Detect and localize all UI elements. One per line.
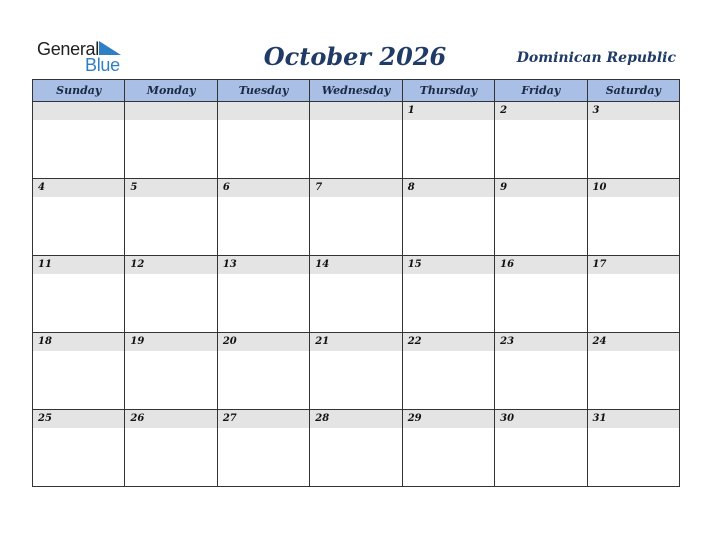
calendar-day-cell bbox=[217, 410, 309, 487]
logo-text-general: General bbox=[37, 39, 99, 59]
calendar-grid bbox=[32, 79, 680, 487]
calendar-week-row bbox=[33, 179, 680, 256]
calendar-day-cell bbox=[495, 256, 587, 333]
day-number: 28 bbox=[315, 413, 330, 424]
day-number: 9 bbox=[500, 182, 508, 193]
day-number: 24 bbox=[592, 336, 607, 347]
day-number: 27 bbox=[222, 413, 237, 424]
day-number-strip bbox=[218, 179, 309, 197]
day-number-strip bbox=[495, 333, 586, 351]
calendar-day-cell bbox=[495, 333, 587, 410]
calendar-week-row bbox=[33, 333, 680, 410]
weekday-sunday: Sunday bbox=[33, 80, 125, 102]
calendar-day-cell bbox=[217, 102, 309, 179]
calendar-day-cell bbox=[402, 102, 494, 179]
day-number: 31 bbox=[592, 413, 607, 424]
day-number: 20 bbox=[222, 336, 237, 347]
day-number: 19 bbox=[130, 336, 145, 347]
calendar-day-cell bbox=[402, 333, 494, 410]
day-number: 4 bbox=[38, 182, 45, 193]
day-number: 22 bbox=[407, 336, 422, 347]
day-number: 12 bbox=[130, 259, 145, 270]
day-number-strip bbox=[33, 102, 124, 120]
calendar-week-row bbox=[33, 102, 680, 179]
day-number-strip bbox=[495, 256, 586, 274]
brand-logo bbox=[37, 38, 127, 74]
calendar-week-row bbox=[33, 256, 680, 333]
day-number: 16 bbox=[500, 259, 515, 270]
day-number: 2 bbox=[500, 105, 508, 116]
logo-triangle-icon bbox=[99, 41, 121, 55]
calendar-day-cell bbox=[587, 256, 679, 333]
calendar-day-cell bbox=[125, 410, 217, 487]
day-number-strip bbox=[310, 102, 401, 120]
day-number: 11 bbox=[38, 259, 52, 270]
day-number-strip bbox=[33, 333, 124, 351]
calendar-day-cell bbox=[402, 256, 494, 333]
calendar-day-cell bbox=[310, 410, 402, 487]
day-number-strip bbox=[403, 410, 494, 428]
calendar-day-cell bbox=[402, 179, 494, 256]
day-number-strip bbox=[495, 179, 586, 197]
calendar-day-cell bbox=[587, 333, 679, 410]
day-number-strip bbox=[588, 102, 679, 120]
day-number-strip bbox=[310, 333, 401, 351]
day-number: 25 bbox=[38, 413, 52, 424]
calendar-day-cell bbox=[587, 102, 679, 179]
day-number-strip bbox=[218, 256, 309, 274]
calendar-week-row bbox=[33, 410, 680, 487]
day-number-strip bbox=[495, 410, 586, 428]
day-number-strip bbox=[588, 410, 679, 428]
calendar-day-cell bbox=[125, 256, 217, 333]
day-number-strip bbox=[125, 256, 216, 274]
day-number: 6 bbox=[222, 182, 230, 193]
day-number-strip bbox=[33, 410, 124, 428]
day-number-strip bbox=[588, 256, 679, 274]
calendar-day-cell bbox=[495, 410, 587, 487]
day-number-strip bbox=[310, 410, 401, 428]
day-number-strip bbox=[310, 179, 401, 197]
calendar-day-cell bbox=[310, 102, 402, 179]
day-number: 8 bbox=[407, 182, 415, 193]
day-number: 10 bbox=[592, 182, 607, 193]
day-number-strip bbox=[310, 256, 401, 274]
day-number: 23 bbox=[500, 336, 515, 347]
country-name: Dominican Republic bbox=[516, 50, 676, 66]
day-number-strip bbox=[218, 102, 309, 120]
weekday-wednesday: Wednesday bbox=[310, 80, 402, 102]
day-number: 29 bbox=[407, 413, 422, 424]
weekday-tuesday: Tuesday bbox=[217, 80, 309, 102]
calendar-day-cell bbox=[125, 333, 217, 410]
calendar-day-cell bbox=[310, 333, 402, 410]
day-number-strip bbox=[588, 333, 679, 351]
page-title: October 2026 bbox=[263, 42, 447, 71]
calendar-day-cell bbox=[310, 179, 402, 256]
day-number-strip bbox=[588, 179, 679, 197]
calendar-day-cell bbox=[33, 333, 125, 410]
day-number: 5 bbox=[130, 182, 138, 193]
day-number: 14 bbox=[315, 259, 330, 270]
day-number-strip bbox=[125, 410, 216, 428]
calendar-day-cell bbox=[402, 410, 494, 487]
logo-text-blue: Blue bbox=[85, 55, 120, 75]
day-number-strip bbox=[125, 333, 216, 351]
day-number: 30 bbox=[500, 413, 515, 424]
day-number-strip bbox=[403, 256, 494, 274]
calendar-day-cell bbox=[33, 410, 125, 487]
day-number: 17 bbox=[592, 259, 607, 270]
day-number: 18 bbox=[38, 336, 52, 347]
calendar-day-cell bbox=[217, 256, 309, 333]
calendar-day-cell bbox=[33, 179, 125, 256]
day-number: 13 bbox=[222, 259, 237, 270]
calendar-day-cell bbox=[33, 102, 125, 179]
weekday-header-row bbox=[33, 80, 680, 102]
day-number: 15 bbox=[407, 259, 422, 270]
day-number-strip bbox=[403, 102, 494, 120]
weekday-thursday: Thursday bbox=[402, 80, 494, 102]
day-number: 26 bbox=[130, 413, 145, 424]
calendar-day-cell bbox=[125, 179, 217, 256]
calendar-day-cell bbox=[310, 256, 402, 333]
day-number-strip bbox=[403, 333, 494, 351]
calendar-day-cell bbox=[495, 102, 587, 179]
day-number: 1 bbox=[407, 105, 415, 116]
calendar-day-cell bbox=[125, 102, 217, 179]
day-number-strip bbox=[218, 410, 309, 428]
weekday-friday: Friday bbox=[495, 80, 587, 102]
calendar-day-cell bbox=[217, 333, 309, 410]
day-number-strip bbox=[125, 102, 216, 120]
day-number: 3 bbox=[592, 105, 600, 116]
day-number-strip bbox=[33, 179, 124, 197]
day-number: 21 bbox=[315, 336, 330, 347]
calendar-day-cell bbox=[495, 179, 587, 256]
weekday-saturday: Saturday bbox=[587, 80, 679, 102]
calendar-day-cell bbox=[217, 179, 309, 256]
day-number: 7 bbox=[315, 182, 323, 193]
day-number-strip bbox=[33, 256, 124, 274]
day-number-strip bbox=[495, 102, 586, 120]
day-number-strip bbox=[218, 333, 309, 351]
day-number-strip bbox=[403, 179, 494, 197]
calendar-day-cell bbox=[33, 256, 125, 333]
calendar-day-cell bbox=[587, 179, 679, 256]
calendar-day-cell bbox=[587, 410, 679, 487]
day-number-strip bbox=[125, 179, 216, 197]
weekday-monday: Monday bbox=[125, 80, 217, 102]
